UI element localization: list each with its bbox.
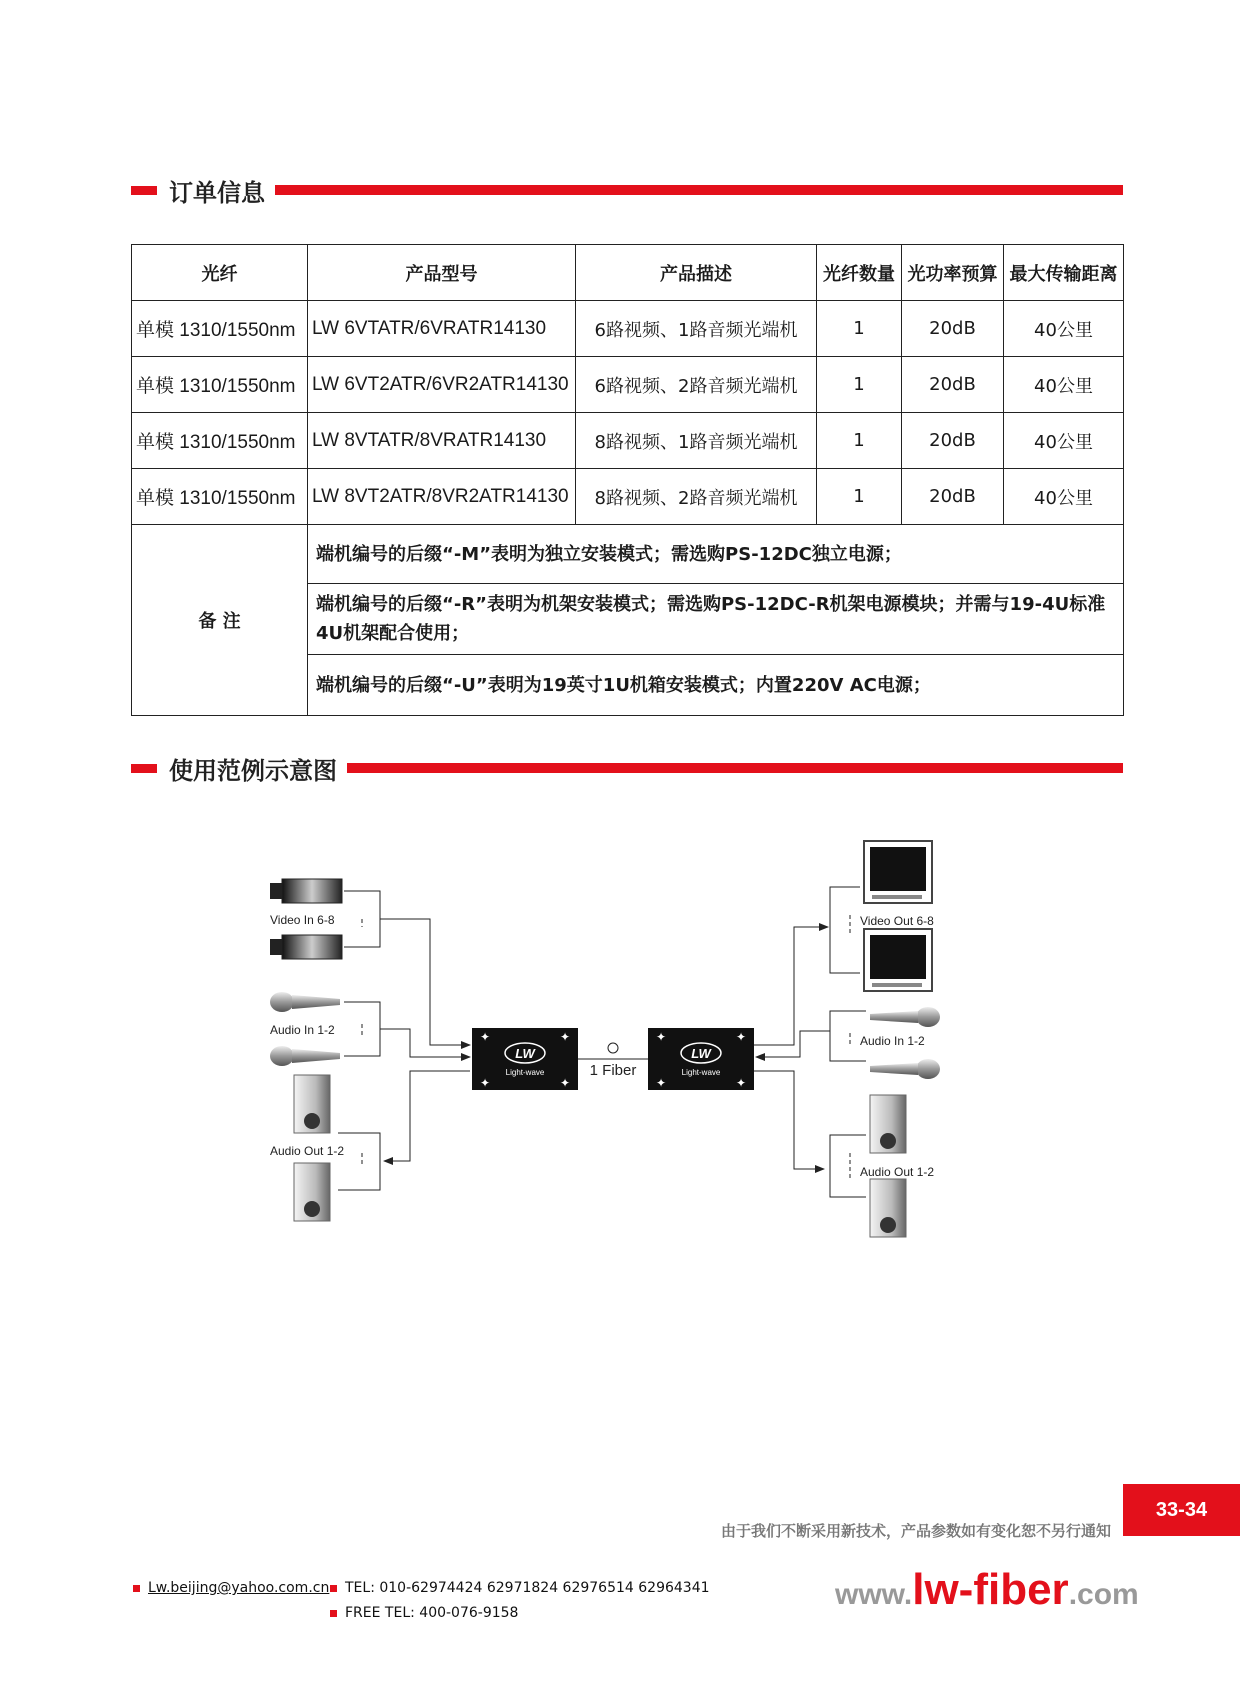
- svg-text:✦: ✦: [480, 1076, 491, 1090]
- tel-text: TEL: 010-62974424 62971824 62976514 62964341: [345, 1580, 710, 1596]
- cell-model: LW 6VT2ATR/6VR2ATR14130: [308, 357, 576, 413]
- site-prefix: www.: [835, 1578, 913, 1611]
- speaker-icon: [294, 1075, 330, 1133]
- header-description: 产品描述: [576, 245, 817, 301]
- cell-max-distance: 40公里: [1004, 469, 1124, 525]
- label-audio-out-right: Audio Out 1-2: [860, 1165, 935, 1179]
- table-row: [132, 301, 1124, 357]
- note-item: 端机编号的后缀“-U”表明为19英寸1U机箱安装模式；内置220V AC电源；: [308, 655, 1124, 716]
- cell-power-budget: 20dB: [902, 469, 1004, 525]
- section-title: 使用范例示意图: [169, 756, 337, 785]
- svg-text:✦: ✦: [656, 1076, 667, 1090]
- footer-email[interactable]: [133, 1580, 329, 1596]
- monitor-icon: [864, 841, 932, 903]
- free-tel-text: FREE TEL: 400-076-9158: [345, 1605, 519, 1621]
- heading-rule: [347, 763, 1123, 773]
- receiver-device: [648, 1028, 754, 1090]
- svg-text:✦: ✦: [480, 1030, 491, 1044]
- bullet-icon: [133, 1585, 140, 1592]
- cell-fiber-count: 1: [817, 357, 902, 413]
- cell-fiber-count: 1: [817, 469, 902, 525]
- device-logo: LW: [515, 1046, 535, 1061]
- order-table: [131, 244, 1124, 716]
- header-fiber: 光纤: [132, 245, 308, 301]
- speaker-icon: [294, 1163, 330, 1221]
- device-logo-sub: Light-wave: [505, 1068, 545, 1077]
- cell-model: LW 6VTATR/6VRATR14130: [308, 301, 576, 357]
- cell-power-budget: 20dB: [902, 357, 1004, 413]
- notes-label: 备 注: [132, 525, 308, 716]
- speaker-icon: [870, 1095, 906, 1153]
- table-row: [132, 413, 1124, 469]
- footer-tel: [330, 1580, 710, 1596]
- svg-text:✦: ✦: [736, 1030, 747, 1044]
- site-main: lw-fiber: [912, 1565, 1069, 1614]
- connector-lines-left: [338, 891, 470, 1190]
- usage-diagram: [260, 835, 990, 1265]
- microphone-icon: [870, 1059, 940, 1079]
- cell-description: 8路视频、2路音频光端机: [576, 469, 817, 525]
- change-notice: 由于我们不断采用新技术，产品参数如有变化恕不另行通知: [720, 1522, 1111, 1540]
- email-link[interactable]: Lw.beijing@yahoo.com.cn: [148, 1580, 330, 1596]
- cell-description: 6路视频、1路音频光端机: [576, 301, 817, 357]
- table-header-row: [132, 245, 1124, 301]
- table-row: [132, 357, 1124, 413]
- section-title: 订单信息: [169, 178, 265, 207]
- label-video-in: Video In 6-8: [270, 913, 335, 927]
- footer-free-tel: [330, 1605, 518, 1621]
- cell-model: LW 8VTATR/8VRATR14130: [308, 413, 576, 469]
- note-item: 端机编号的后缀“-M”表明为独立安装模式；需选购PS-12DC独立电源；: [308, 525, 1124, 584]
- cell-description: 8路视频、1路音频光端机: [576, 413, 817, 469]
- svg-text:✦: ✦: [656, 1030, 667, 1044]
- microphone-icon: [870, 1007, 940, 1027]
- speaker-icon: [870, 1179, 906, 1237]
- cell-fiber: 单模 1310/1550nm: [132, 469, 308, 525]
- cell-fiber: 单模 1310/1550nm: [132, 301, 308, 357]
- cell-model: LW 8VT2ATR/8VR2ATR14130: [308, 469, 576, 525]
- svg-text:✦: ✦: [560, 1076, 571, 1090]
- header-power-budget: 光功率预算: [902, 245, 1004, 301]
- cell-power-budget: 20dB: [902, 413, 1004, 469]
- label-fiber: 1 Fiber: [589, 1062, 637, 1079]
- section-heading-usage-example: [131, 750, 1123, 786]
- notes-row: [132, 525, 1124, 584]
- cell-max-distance: 40公里: [1004, 413, 1124, 469]
- svg-text:✦: ✦: [736, 1076, 747, 1090]
- heading-marker: [131, 186, 157, 195]
- cell-max-distance: 40公里: [1004, 301, 1124, 357]
- cell-max-distance: 40公里: [1004, 357, 1124, 413]
- heading-marker: [131, 764, 157, 773]
- table-row: [132, 469, 1124, 525]
- section-heading-order-info: [131, 172, 1123, 208]
- fiber-link: [578, 1043, 648, 1079]
- label-video-out: Video Out 6-8: [860, 914, 934, 928]
- header-model: 产品型号: [308, 245, 576, 301]
- camera-icon: [270, 935, 342, 959]
- cell-description: 6路视频、2路音频光端机: [576, 357, 817, 413]
- label-audio-in-left: Audio In 1-2: [270, 1023, 335, 1037]
- camera-icon: [270, 879, 342, 903]
- cell-fiber: 单模 1310/1550nm: [132, 413, 308, 469]
- cell-fiber-count: 1: [817, 413, 902, 469]
- microphone-icon: [270, 1046, 340, 1066]
- note-item: 端机编号的后缀“-R”表明为机架安装模式；需选购PS-12DC-R机架电源模块；并需与19-4U标准4U机架配合使用；: [308, 584, 1124, 655]
- device-logo-sub: Light-wave: [681, 1068, 721, 1077]
- label-audio-in-right: Audio In 1-2: [860, 1034, 925, 1048]
- cell-power-budget: 20dB: [902, 301, 1004, 357]
- page-number-badge: 33-34: [1123, 1484, 1240, 1536]
- device-logo: LW: [691, 1046, 711, 1061]
- bullet-icon: [330, 1610, 337, 1617]
- site-suffix: .com: [1068, 1578, 1139, 1611]
- header-fiber-count: 光纤数量: [817, 245, 902, 301]
- heading-rule: [275, 185, 1123, 195]
- cell-fiber: 单模 1310/1550nm: [132, 357, 308, 413]
- website-logo[interactable]: [835, 1565, 1139, 1615]
- cell-fiber-count: 1: [817, 301, 902, 357]
- label-audio-out-left: Audio Out 1-2: [270, 1144, 345, 1158]
- connector-lines-right: [754, 887, 866, 1197]
- bullet-icon: [330, 1585, 337, 1592]
- header-max-distance: 最大传输距离: [1004, 245, 1124, 301]
- monitor-icon: [864, 929, 932, 991]
- svg-text:✦: ✦: [560, 1030, 571, 1044]
- microphone-icon: [270, 992, 340, 1012]
- transmitter-device: [472, 1028, 578, 1090]
